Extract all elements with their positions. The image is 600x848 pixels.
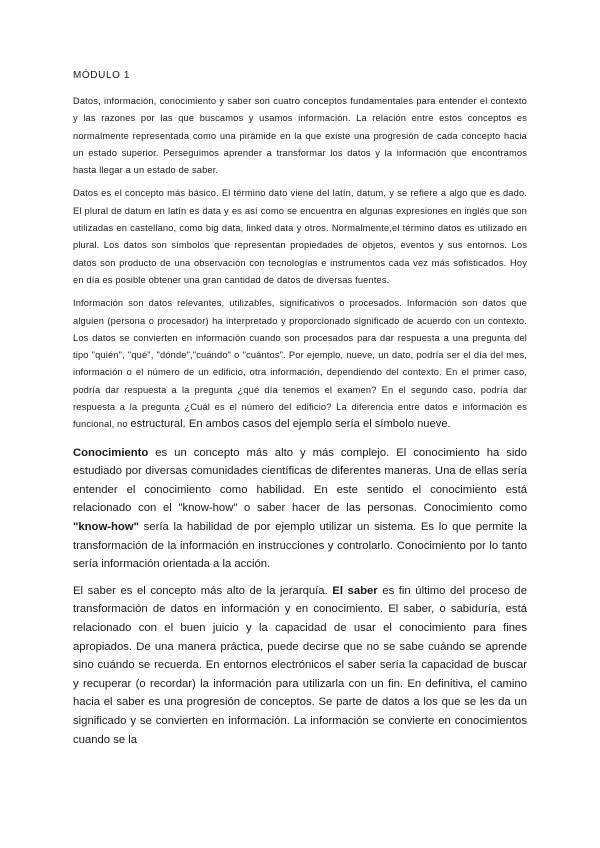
module-title: MÓDULO 1 — [73, 70, 131, 81]
paragraph-saber — [73, 582, 527, 749]
paragraph-informacion-main: Información son datos relevantes, utilizables, significativos o procesados. Información son datos que alguien (persona o procesador) ha interpretado y proporcionado significado de acuerdo con un contexto. Los datos se convierten en información cuando son procesados para dar respuesta a una pregunta del tipo "quién", "qué", "dónde","cuándo" o "cuántos". Por ejemplo, nueve, un dato, podría ser el día del mes, información o el número de un edificio, otra información, dependiendo del contexto. En el primer caso, podría dar respuesta a la pregunta ¿qué día tenemos el examen? En el segundo caso, podría dar respuesta a la pregunta ¿Cuál es el número del edificio? La diferencia entre datos e información es funcional, no — [73, 298, 527, 430]
paragraph-saber-a: El saber es el concepto más alto de la jerarquía. — [73, 584, 333, 597]
paragraph-intro: Datos, información, conocimiento y saber son cuatro conceptos fundamentales para entender el contexto y las razones por las que buscamos y usamos información. La relación entre estos conceptos es normalmente representada como una pirámide en la que existe una progresión de cada concepto hacia un estado superior. Perseguimos aprender a transformar los datos y la información que encontramos hasta llegar a un estado de saber. — [73, 96, 527, 176]
paragraph-conocimiento-b: sería la habilidad de por ejemplo utilizar un sistema. Es lo que permite la transformación de la información en instrucciones y controlarlo. Conocimiento por lo tanto sería información orientada a la acción. — [73, 521, 527, 571]
paragraph-saber-b: es fin último del proceso de transformación de datos en información y en conocimiento. El saber, o sabiduría, está relacionado con el buen juicio y la capacidad de usar el conocimiento para fines apropiados. De una manera práctica, puede decirse que no se sabe cuándo se aprende sino cuándo se recuerda. En entornos electrónicos el saber sería la capacidad de buscar y recuperar (o recordar) la información para utilizarla con un fin. En definitiva, el camino hacia el saber es una progresión de conceptos. Se parte de datos a los que se les da un significado y se convierten en información. La información se convierte en conocimientos cuando se la — [73, 584, 527, 746]
paragraph-conocimiento-a: es un concepto más alto y más complejo. El conocimiento ha sido estudiado por diversas comunidades científicas de diferentes maneras. Una de ellas sería entender el conocimiento como habilidad. En este sentido el conocimiento está relacionado con el "know-how" o saber hacer de las personas. Conocimiento como — [73, 446, 527, 515]
paragraph-conocimiento — [73, 444, 527, 574]
term-el-saber: El saber — [332, 584, 378, 597]
paragraph-datos: Datos es el concepto más básico. El término dato viene del latín, datum, y se refiere a algo que es dado. El plural de datum en latín es data y es así como se encuentra en algunas expresiones en inglés que son utilizadas en castellano, como big data, linked data y otros. Normalmente,el término datos es utilizado en plural. Los datos son símbolos que representan propiedades de objetos, eventos y sus entornos. Los datos son producto de una observación con tecnologías e instrumentos cada vez más sofisticados. Hoy en día es posible obtener una gran cantidad de datos de diversas fuentes. — [73, 188, 527, 285]
term-conocimiento: Conocimiento — [73, 446, 149, 459]
paragraph-informacion-tail: estructural. En ambos casos del ejemplo sería el símbolo nueve. — [130, 418, 451, 431]
paragraph-informacion — [73, 295, 527, 433]
term-know-how: "know-how" — [73, 521, 139, 534]
